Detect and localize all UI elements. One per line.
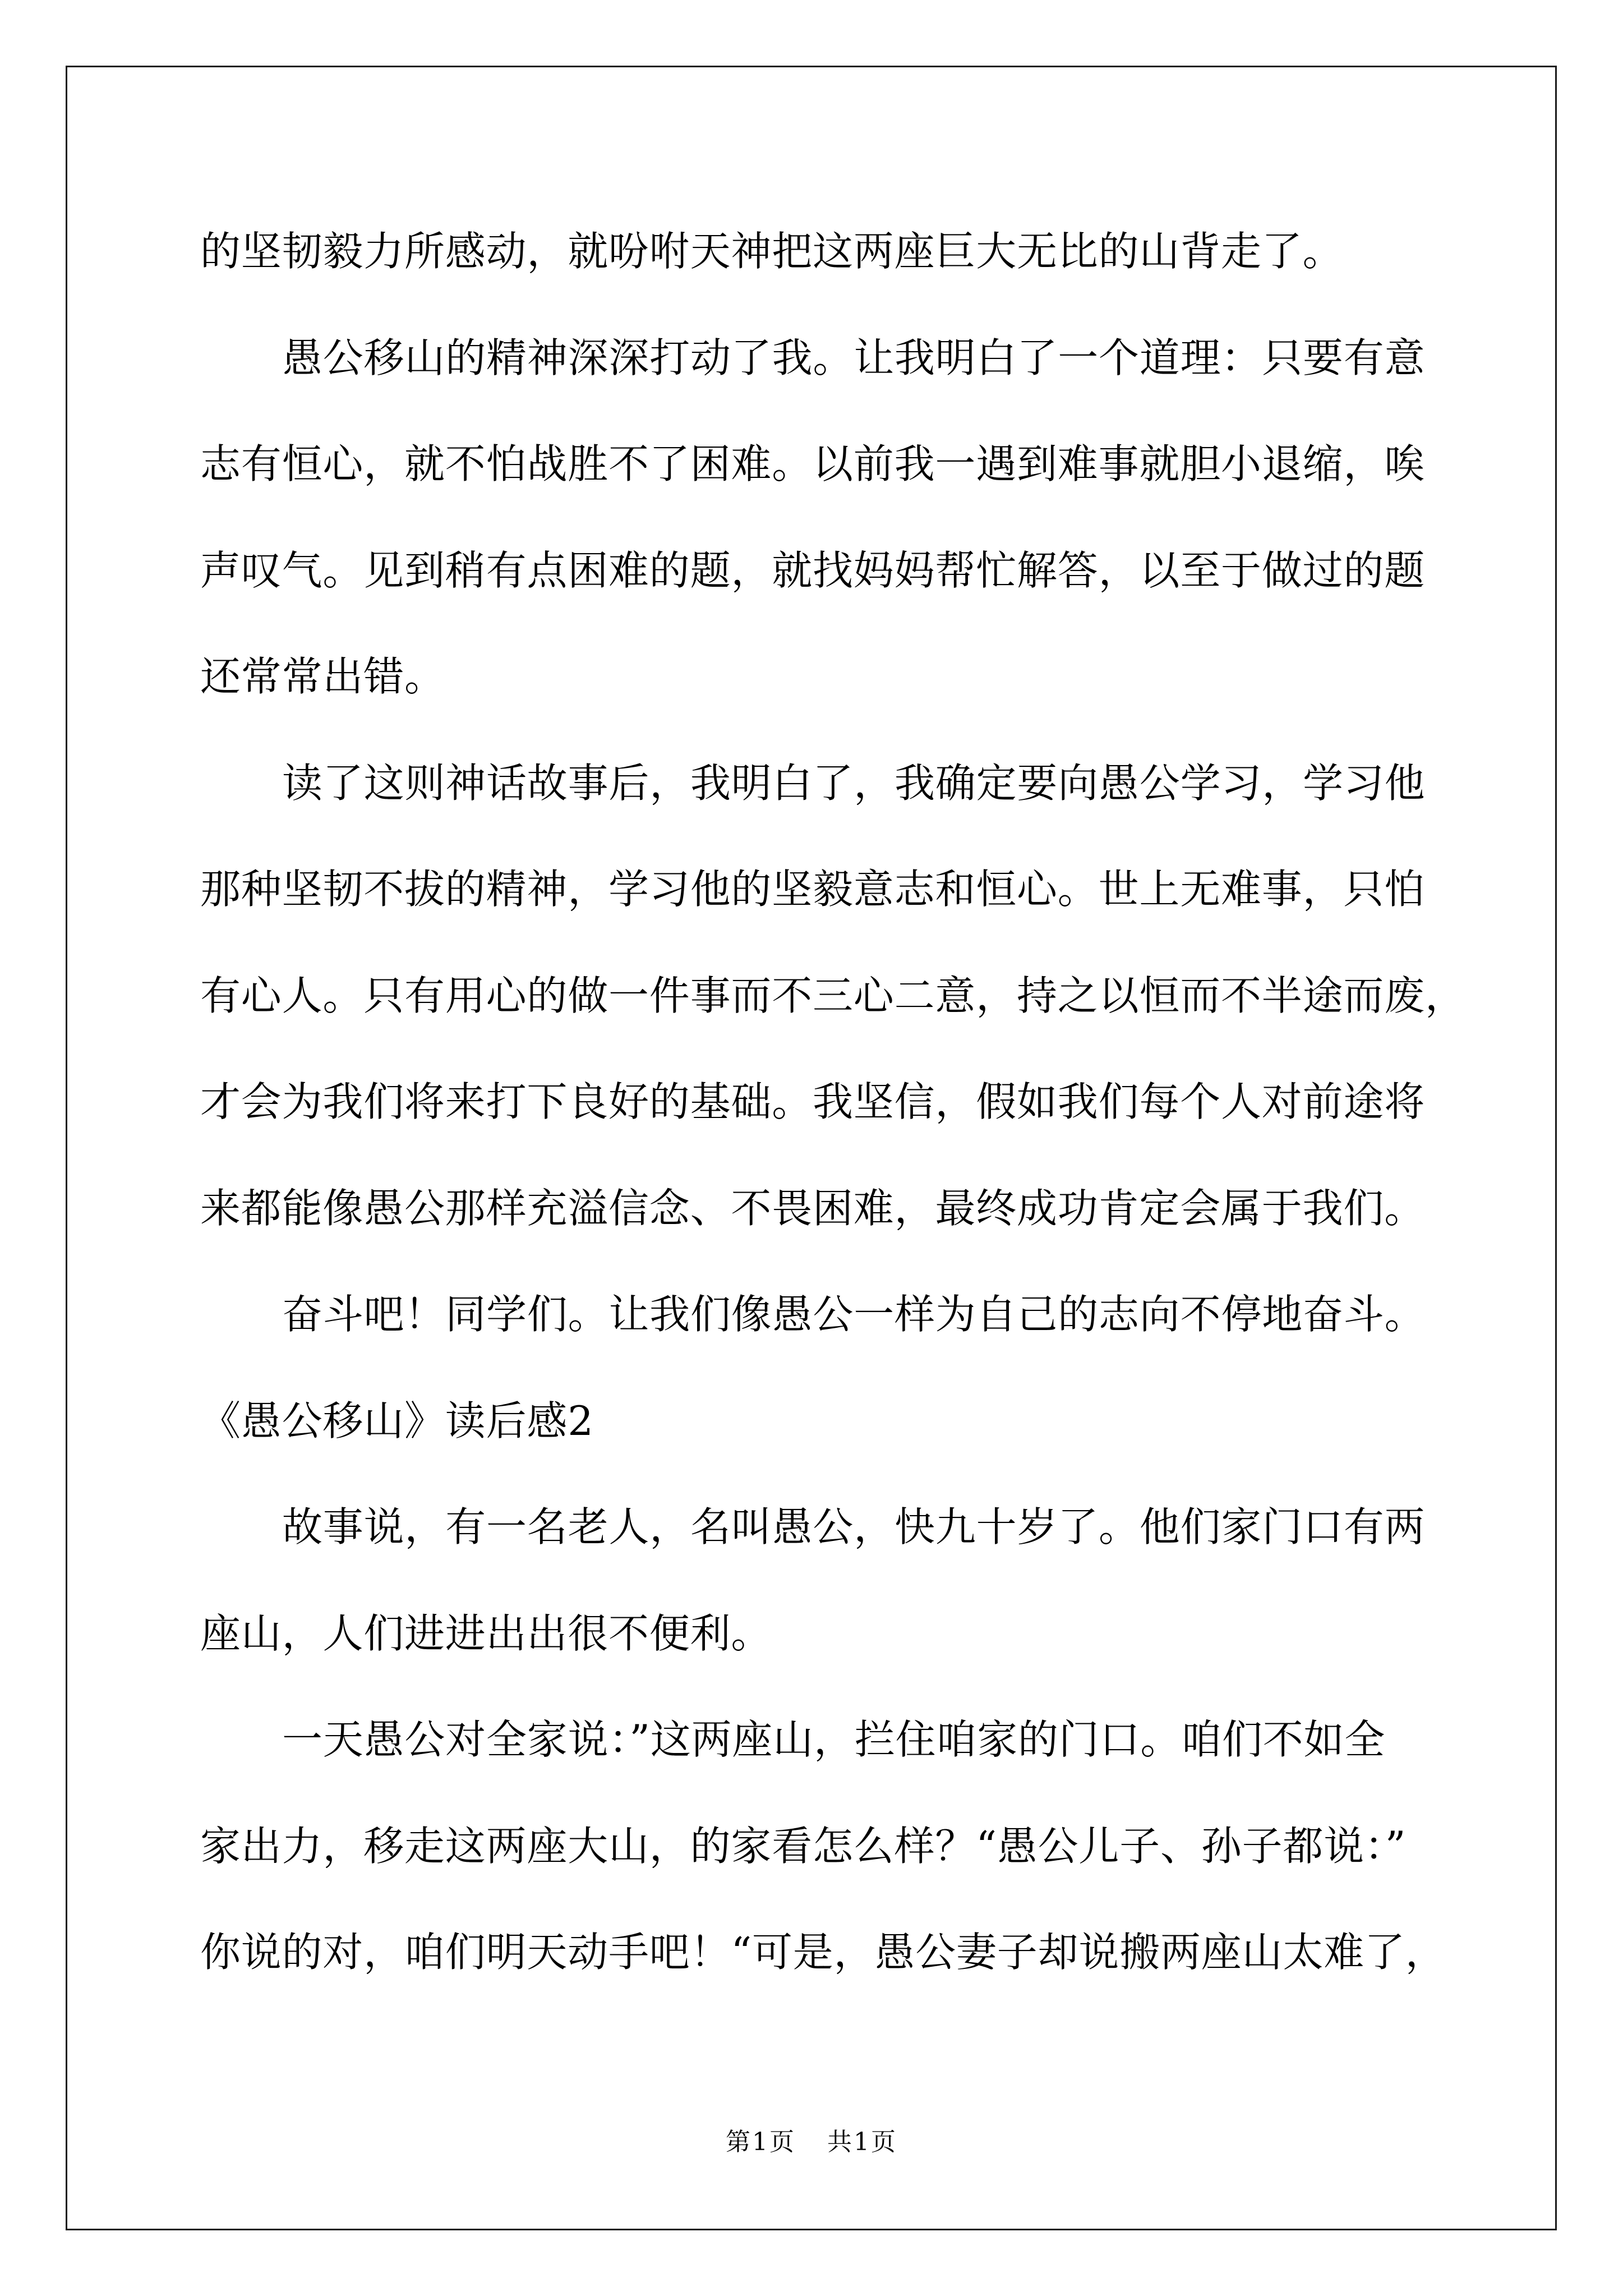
text-line: 那种坚韧不拔的精神，学习他的坚毅意志和恒心。世上无难事，只怕 [200,866,1426,913]
page-number: 第1页 [726,2128,796,2156]
text-line: 有心人。只有用心的做一件事而不三心二意，持之以恒而不半途而废， [200,972,1466,1019]
text-line: 声叹气。见到稍有点困难的题，就找妈妈帮忙解答，以至于做过的题 [200,546,1426,594]
paragraph [200,1687,1490,2006]
section-heading [200,1368,1490,1475]
document-body [200,199,1490,2006]
text-line: 才会为我们将来打下良好的基础。我坚信，假如我们每个人对前途将 [200,1078,1426,1125]
text-line: 一天愚公对全家说：”这两座山，拦住咱家的门口。咱们不如全 [282,1716,1386,1763]
paragraph [200,730,1490,1262]
page-footer [0,2125,1623,2159]
page-count: 共1页 [827,2128,897,2156]
text-line: 座山，人们进进出出很不便利。 [200,1609,772,1657]
text-line: 读了这则神话故事后，我明白了，我确定要向愚公学习，学习他 [282,759,1426,807]
text-line: 奋斗吧！同学们。让我们像愚公一样为自己的志向不停地奋斗。 [282,1291,1426,1338]
heading-text: 《愚公移山》读后感2 [200,1397,594,1444]
text-line: 家出力，移走这两座大山，的家看怎么样？“愚公儿子、孙子都说：” [200,1822,1407,1870]
text-line: 的坚韧毅力所感动，就吩咐天神把这两座巨大无比的山背走了。 [200,228,1344,275]
paragraph [200,1474,1490,1687]
text-line: 你说的对，咱们明天动手吧！“可是，愚公妻子却说搬两座山太难了， [200,1929,1446,1976]
continuation-paragraph [200,199,1490,305]
paragraph [200,1262,1490,1368]
text-line: 来都能像愚公那样充溢信念、不畏困难，最终成功肯定会属于我们。 [200,1184,1426,1232]
text-line: 故事说，有一名老人，名叫愚公，快九十岁了。他们家门口有两 [282,1503,1426,1550]
text-line: 志有恒心，就不怕战胜不了困难。以前我一遇到难事就胆小退缩，唉 [200,440,1426,487]
text-line: 愚公移山的精神深深打动了我。让我明白了一个道理：只要有意 [282,334,1426,381]
text-line: 还常常出错。 [200,653,445,700]
paragraph [200,305,1490,730]
